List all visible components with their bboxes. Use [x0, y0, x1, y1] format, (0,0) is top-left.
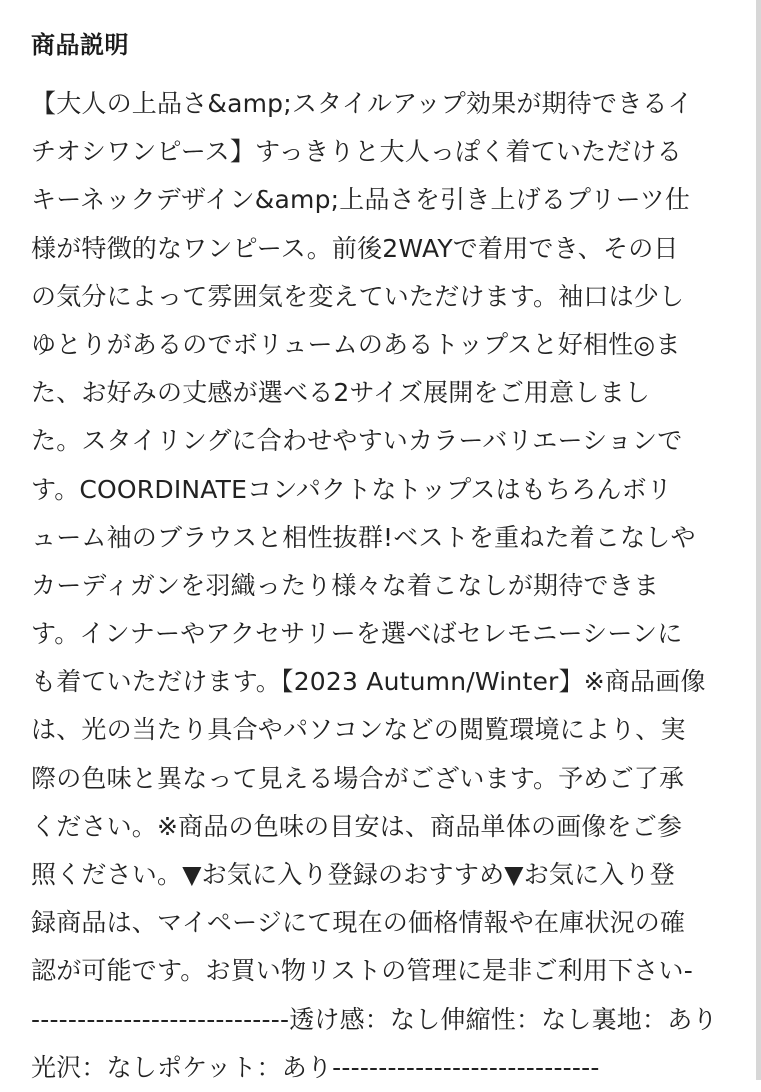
- description-line: チオシワンピース】すっきりと大人っぽく着ていただける: [31, 137, 682, 167]
- description-line: 照ください。▼お気に入り登録のおすすめ▼お気に入り登: [31, 860, 675, 889]
- description-line: は、光の当たり具合やパソコンなどの閲覧環境により、実: [31, 715, 686, 745]
- description-line: 認が可能です。お買い物リストの管理に是非ご利用下さい-: [31, 956, 693, 986]
- description-line: ューム袖のブラウスと相性抜群!ベストを重ねた着こなしや: [31, 522, 696, 552]
- description-line: 【大人の上品さ&amp;スタイルアップ効果が期待できるイ: [31, 89, 693, 118]
- description-line: カーディガンを羽織ったり様々な着こなしが期待できま: [31, 570, 660, 600]
- description-line: す。インナーやアクセサリーを選べばセレモニーシーンに: [31, 619, 683, 649]
- description-line: キーネックデザイン&amp;上品さを引き上げるプリーツ仕: [31, 185, 691, 215]
- description-line: 際の色味と異なって見える場合がございます。予めご了承: [31, 763, 685, 793]
- description-line: も着ていただけます。【2023 Autumn/Winter】※商品画像: [31, 667, 706, 697]
- description-line: の気分によって雰囲気を変えていただけます。袖口は少し: [31, 281, 685, 311]
- description-line: ゆとりがあるのでボリュームのあるトップスと好相性◎ま: [31, 329, 681, 359]
- description-line: ください。※商品の色味の目安は、商品単体の画像をご参: [31, 811, 683, 841]
- description-line: た、お好みの丈感が選べる2サイズ展開をご用意しまし: [31, 378, 650, 408]
- description-line: た。スタイリングに合わせやすいカラーバリエーションで: [31, 426, 683, 456]
- description-line: す。COORDINATEコンパクトなトップスはもちろんボリ: [31, 474, 673, 504]
- description-line: 録商品は、マイページにて現在の価格情報や在庫状況の確: [31, 908, 686, 938]
- description-line: 様が特徴的なワンピース。前後2WAYで着用でき、その日: [31, 233, 679, 263]
- description-line: ----------------------------透け感：なし伸縮性：なし裏地：あり: [31, 1004, 718, 1034]
- section-title: 商品説明: [31, 31, 129, 59]
- description-line: 光沢：なしポケット：あり-----------------------------: [31, 1052, 600, 1082]
- product-description: [31, 80, 731, 1092]
